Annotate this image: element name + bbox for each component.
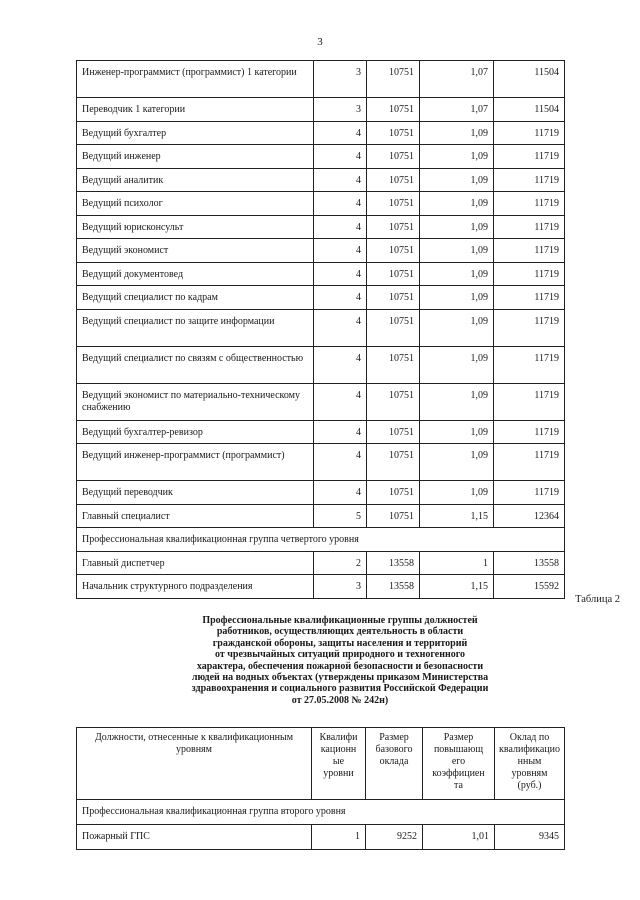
coefficient: 1,15 xyxy=(420,504,494,528)
position-name: Ведущий инженер xyxy=(77,145,314,169)
qualification-level: 1 xyxy=(312,825,366,850)
coefficient: 1,07 xyxy=(420,98,494,122)
base-salary: 10751 xyxy=(367,192,420,216)
header-line: уровни xyxy=(323,768,354,779)
salary: 11719 xyxy=(494,215,565,239)
table-row xyxy=(77,286,565,310)
position-name: Ведущий переводчик xyxy=(77,481,314,505)
header-position xyxy=(77,728,312,800)
salary: 12364 xyxy=(494,504,565,528)
table-row xyxy=(77,551,565,575)
base-salary: 13558 xyxy=(367,575,420,599)
table-row xyxy=(77,444,565,481)
title-line: работников, осуществляющих деятельность в области xyxy=(216,626,464,638)
qualification-level: 4 xyxy=(314,168,367,192)
header-line: ые xyxy=(332,756,345,767)
coefficient: 1,07 xyxy=(420,61,494,98)
coefficient: 1,09 xyxy=(420,420,494,444)
table-2-label: Таблица 2 xyxy=(575,594,620,605)
qualification-level: 4 xyxy=(314,309,367,346)
salary: 11504 xyxy=(494,98,565,122)
table-row xyxy=(77,121,565,145)
qualification-level: 2 xyxy=(314,551,367,575)
position-name: Ведущий инженер-программист (программист) xyxy=(77,444,314,481)
header-line: кационн xyxy=(320,744,357,755)
salary: 11719 xyxy=(494,309,565,346)
title-line: от 27.05.2008 № 242н) xyxy=(291,694,389,706)
base-salary: 10751 xyxy=(367,420,420,444)
header-base-salary xyxy=(366,728,423,800)
position-name: Ведущий экономист по материально-техническому снабжению xyxy=(77,383,314,420)
coefficient: 1,09 xyxy=(420,262,494,286)
header-line: уровням xyxy=(511,768,548,779)
table-row xyxy=(77,825,565,850)
qualification-level: 4 xyxy=(314,420,367,444)
table-row xyxy=(77,481,565,505)
base-salary: 10751 xyxy=(367,444,420,481)
table-row xyxy=(77,346,565,383)
header-line: Размер xyxy=(379,732,409,743)
coefficient: 1,09 xyxy=(420,286,494,310)
table-row xyxy=(77,504,565,528)
position-name: Ведущий психолог xyxy=(77,192,314,216)
salary: 11719 xyxy=(494,286,565,310)
title-line: здравоохранения и социального развития Российской Федерации xyxy=(191,683,489,695)
table-row xyxy=(77,262,565,286)
group-row xyxy=(77,800,565,825)
coefficient: 1,09 xyxy=(420,481,494,505)
position-name: Ведущий экономист xyxy=(77,239,314,263)
header-line: нным xyxy=(517,756,542,767)
position-name: Ведущий специалист по защите информации xyxy=(77,309,314,346)
header-coefficient xyxy=(423,728,495,800)
header-line: уровням xyxy=(175,744,212,755)
qualification-level: 4 xyxy=(314,444,367,481)
base-salary: 10751 xyxy=(367,504,420,528)
salary: 11719 xyxy=(494,145,565,169)
position-name: Инженер-программист (программист) 1 категории xyxy=(77,61,314,98)
position-name: Ведущий юрисконсульт xyxy=(77,215,314,239)
title-line: от чрезвычайных ситуаций природного и техногенного xyxy=(214,649,466,661)
salary: 11719 xyxy=(494,121,565,145)
header-line: та xyxy=(454,780,463,791)
position-name: Главный диспетчер xyxy=(77,551,314,575)
base-salary: 13558 xyxy=(367,551,420,575)
salary: 11719 xyxy=(494,383,565,420)
qualification-level: 4 xyxy=(314,286,367,310)
header-line: квалификацио xyxy=(499,744,560,755)
table-2-title xyxy=(170,615,510,706)
table-row xyxy=(77,192,565,216)
header-line: Должности, отнесенные к квалификационным xyxy=(94,732,294,743)
table-2-header-row xyxy=(77,728,565,800)
salary: 11719 xyxy=(494,192,565,216)
position-name: Ведущий бухгалтер xyxy=(77,121,314,145)
coefficient: 1,09 xyxy=(420,215,494,239)
header-line: оклада xyxy=(379,756,409,767)
coefficient: 1,09 xyxy=(420,346,494,383)
position-name: Ведущий документовед xyxy=(77,262,314,286)
base-salary: 10751 xyxy=(367,121,420,145)
coefficient: 1,09 xyxy=(420,444,494,481)
coefficient: 1,09 xyxy=(420,145,494,169)
group-title: Профессиональная квалификационная группа четвертого уровня xyxy=(77,528,565,552)
base-salary: 10751 xyxy=(367,145,420,169)
position-name: Главный специалист xyxy=(77,504,314,528)
header-line: базового xyxy=(375,744,413,755)
header-line: его xyxy=(451,756,466,767)
coefficient: 1,09 xyxy=(420,383,494,420)
salary: 13558 xyxy=(494,551,565,575)
group-row xyxy=(77,528,565,552)
qualification-level: 4 xyxy=(314,262,367,286)
title-line: людей на водных объектах (утверждены приказом Министерства xyxy=(191,672,489,684)
base-salary: 10751 xyxy=(367,262,420,286)
base-salary: 10751 xyxy=(367,215,420,239)
header-qualification-level xyxy=(312,728,366,800)
qualification-level: 4 xyxy=(314,346,367,383)
base-salary: 9252 xyxy=(366,825,423,850)
salary: 11719 xyxy=(494,444,565,481)
salary-table-1 xyxy=(76,60,565,599)
title-line: гражданской обороны, защиты населения и территорий xyxy=(212,637,468,649)
base-salary: 10751 xyxy=(367,481,420,505)
coefficient: 1,09 xyxy=(420,192,494,216)
coefficient: 1,09 xyxy=(420,239,494,263)
coefficient: 1,15 xyxy=(420,575,494,599)
header-salary xyxy=(495,728,565,800)
base-salary: 10751 xyxy=(367,61,420,98)
salary-table-2 xyxy=(76,727,565,850)
header-line: повышающ xyxy=(433,744,484,755)
base-salary: 10751 xyxy=(367,383,420,420)
table-row xyxy=(77,420,565,444)
position-name: Ведущий специалист по связям с общественностью xyxy=(77,346,314,383)
coefficient: 1,09 xyxy=(420,309,494,346)
qualification-level: 3 xyxy=(314,575,367,599)
title-line: характера, обеспечения пожарной безопасности и безопасности xyxy=(196,660,484,672)
salary: 11719 xyxy=(494,168,565,192)
position-name: Ведущий бухгалтер-ревизор xyxy=(77,420,314,444)
position-name: Начальник структурного подразделения xyxy=(77,575,314,599)
qualification-level: 5 xyxy=(314,504,367,528)
salary: 11504 xyxy=(494,61,565,98)
table-row xyxy=(77,239,565,263)
table-row xyxy=(77,309,565,346)
base-salary: 10751 xyxy=(367,346,420,383)
qualification-level: 4 xyxy=(314,239,367,263)
qualification-level: 4 xyxy=(314,192,367,216)
table-row xyxy=(77,145,565,169)
position-name: Ведущий аналитик xyxy=(77,168,314,192)
header-line: Размер xyxy=(443,732,474,743)
base-salary: 10751 xyxy=(367,286,420,310)
base-salary: 10751 xyxy=(367,98,420,122)
page-number: 3 xyxy=(317,36,323,48)
header-line: (руб.) xyxy=(517,780,542,791)
table-row xyxy=(77,215,565,239)
salary: 15592 xyxy=(494,575,565,599)
base-salary: 10751 xyxy=(367,309,420,346)
qualification-level: 4 xyxy=(314,383,367,420)
header-line: Оклад по xyxy=(509,732,550,743)
header-line: Квалифи xyxy=(319,732,358,743)
base-salary: 10751 xyxy=(367,239,420,263)
coefficient: 1,01 xyxy=(423,825,495,850)
position-name: Ведущий специалист по кадрам xyxy=(77,286,314,310)
qualification-level: 4 xyxy=(314,145,367,169)
position-name: Переводчик 1 категории xyxy=(77,98,314,122)
title-line: Профессиональные квалификационные группы должностей xyxy=(202,615,478,626)
table-row xyxy=(77,575,565,599)
header-line: коэффициен xyxy=(432,768,485,779)
table-row xyxy=(77,168,565,192)
coefficient: 1 xyxy=(420,551,494,575)
salary: 11719 xyxy=(494,239,565,263)
table-row xyxy=(77,61,565,98)
position-name: Пожарный ГПС xyxy=(77,825,312,850)
salary: 11719 xyxy=(494,481,565,505)
table-row xyxy=(77,383,565,420)
salary: 9345 xyxy=(495,825,565,850)
table-row xyxy=(77,98,565,122)
coefficient: 1,09 xyxy=(420,121,494,145)
qualification-level: 3 xyxy=(314,61,367,98)
qualification-level: 4 xyxy=(314,121,367,145)
qualification-level: 4 xyxy=(314,215,367,239)
base-salary: 10751 xyxy=(367,168,420,192)
group-title: Профессиональная квалификационная группа второго уровня xyxy=(77,800,565,825)
salary: 11719 xyxy=(494,346,565,383)
qualification-level: 3 xyxy=(314,98,367,122)
qualification-level: 4 xyxy=(314,481,367,505)
coefficient: 1,09 xyxy=(420,168,494,192)
salary: 11719 xyxy=(494,262,565,286)
salary: 11719 xyxy=(494,420,565,444)
